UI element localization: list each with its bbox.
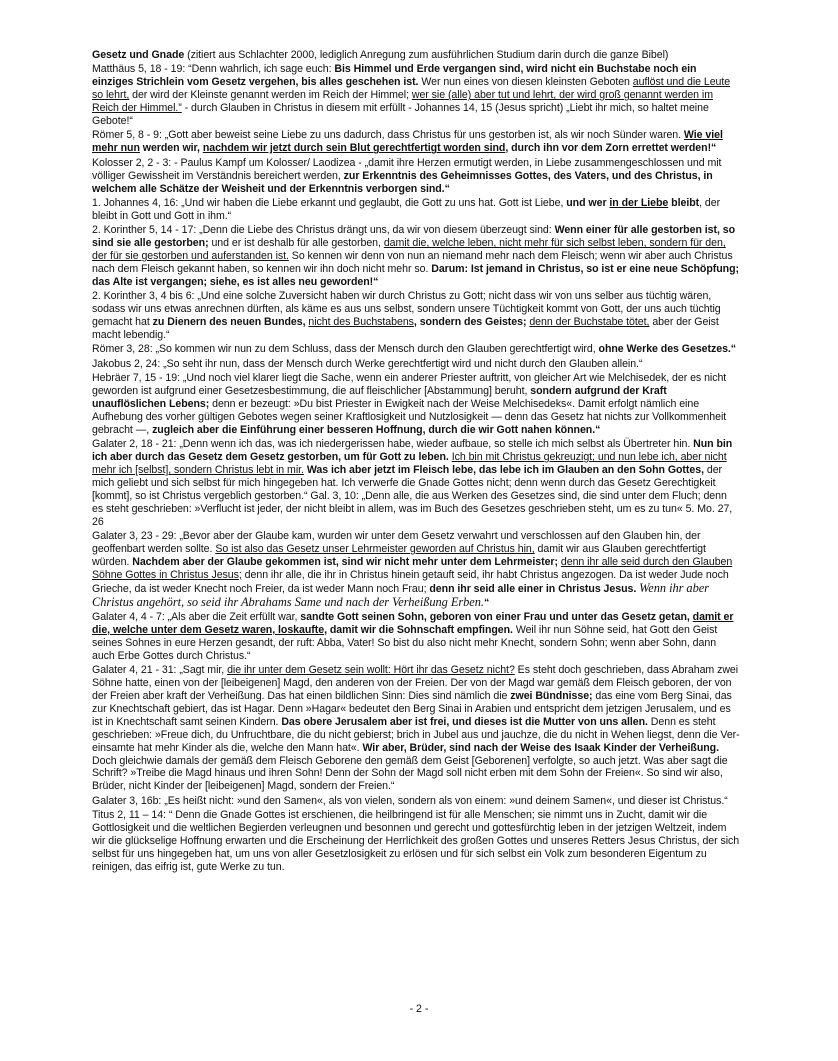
text-run: , sondern des Geistes; xyxy=(413,316,530,329)
text-run: Doch gleichwie damals der gemäß dem Fleisch Geborene den gemäß dem Geist [Geborenen] verfolgte, so auch jetzt. Was aber sagt die Schrift? »Treibe die Magd hinaus und ihren Sohn! Denn der Sohn der Magd soll nicht erben mit dem Sohn der Freien«. So sind wir also, Brüder, nicht Kinder der [leibeigenen] Magd, sondern der Freien.“ xyxy=(92,754,728,793)
scripture-passage xyxy=(92,530,740,609)
scripture-passage xyxy=(92,438,740,528)
text-run: Galater 3, 23 - 29: „Bevor aber der Glaube kam, wurden wir unter dem Gesetz verwahrt und verschlossen auf den Glauben hin, der geoffenbart werden sollte. xyxy=(92,530,701,556)
text-run: Kolosser 2, 2 - 3: - Paulus Kampf um Kolosser/ Laodizea - „damit ihre Herzen ermutigt werden, in Liebe zusammengeschlossen und mit völliger Gewissheit im Verständnis bereichert werden, xyxy=(92,156,722,182)
scripture-passage xyxy=(92,49,740,62)
text-run: in der Liebe xyxy=(609,196,669,209)
text-run: Bis Himmel und Erde vergangen sind, wird nicht ein Buchstabe noch ein einziges Strichlein vom Gesetz vergehen, bis alles geschehen ist. xyxy=(92,63,697,89)
text-run: Wir aber, Brüder, sind nach der Weise des Isaak Kinder der Verheißung. xyxy=(362,741,719,754)
scripture-passage xyxy=(92,290,740,342)
text-run: zugleich aber die Einführung einer besseren Hoffnung, durch die wir Gott nahen können.“ xyxy=(152,423,601,436)
text-run: Es steht doch geschrieben, dass Abraham zwei Söhne hatte, einen von der [leibeigenen] Magd, den anderen von der Freien. Der von der Magd war gemäß dem Fleisch geboren, der von der Freien aber kraft der Verheißung. Das hat einen bildlichen Sinn: Dies sind nämlich die xyxy=(92,664,739,702)
text-run: auflöst und die Leute so lehrt, xyxy=(92,76,731,102)
text-run: und er ist deshalb für alle gestorben, xyxy=(208,237,384,250)
scripture-passage xyxy=(92,358,740,371)
text-run: zwei Bündnisse; xyxy=(510,690,593,702)
text-run: und wer xyxy=(566,196,610,209)
scripture-passage xyxy=(92,809,740,874)
text-run: denn ihr seid alle einer in Christus Jesus. xyxy=(429,582,637,595)
text-run: “ xyxy=(483,596,490,609)
text-run: damit wir aus Glauben gerechtfertigt würden. xyxy=(92,543,706,568)
text-run: damit er die, welche unter dem Gesetz waren, loskaufte xyxy=(92,611,734,636)
text-run: der mich geliebt und sich selbst für mich hingegeben hat. Ich verwerfe die Gnade Gottes nicht; denn wenn durch das Gesetz Gerechtigkeit [kommt], so ist Christus vergeblich gestorben.“ Gal. 3, 10: „Denn alle, die aus Werken des Gesetzes sind, die sind unter dem Fluch; denn es steht geschrieben: »Verflucht ist jeder, der nicht bleibt in allem, was im Buch des Gesetzes geschrieben steht, um es zu tun« 5. Mo. 27, 26 xyxy=(92,464,733,528)
text-run: Wer nun eines von diesen kleinsten Geboten xyxy=(418,76,633,89)
text-run: Galater 4, 21 - 31: „Sagt mir, xyxy=(92,664,228,677)
text-run: werden wir, xyxy=(139,142,203,155)
text-run: Was ich aber jetzt im Fleisch lebe, das lebe ich im Glauben an den Sohn Gottes, xyxy=(306,464,704,477)
document-body xyxy=(92,49,740,875)
text-run: nachdem wir jetzt durch sein Blut gerechtfertigt worden sind xyxy=(202,142,506,155)
text-run: (zitiert aus Schlachter 2000, lediglich Anregung zum ausführlichen Studium darin durch die ganze Bibel) xyxy=(184,49,669,61)
text-run: denn ihr alle, die ihr in Christus hinein getauft seid, ihr habt Christus angezogen. Da ist weder Jude noch Grieche, da ist weder Knecht noch Freier, da ist weder Mann noch Frau; xyxy=(92,568,729,595)
text-run: So ist also das Gesetz unser Lehrmeister geworden auf Christus hin, xyxy=(215,543,535,556)
text-run: Matthäus 5, 18 - 19: “Denn wahrlich, ich sage euch: xyxy=(92,63,335,76)
scripture-passage xyxy=(92,372,740,437)
text-run: Römer 5, 8 - 9: „Gott aber beweist seine Liebe zu uns dadurch, dass Christus für uns gestorben ist, als wir noch Sünder waren. xyxy=(92,129,684,142)
text-run: sandte Gott seinen Sohn, geboren von einer Frau und unter das Gesetz getan, xyxy=(300,611,693,624)
text-run: zu Dienern des neuen Bundes, xyxy=(152,316,309,329)
scripture-passage xyxy=(92,157,740,196)
text-run: Nachdem aber der Glaube gekommen ist, sind wir nicht mehr unter dem Lehrmeister; xyxy=(132,555,558,568)
text-run: 1. Johannes 4, 16: „Und wir haben die Liebe erkannt und geglaubt, die Gott zu uns hat. Gott ist Liebe, xyxy=(92,196,567,209)
text-run: 2. Korinther 5, 14 - 17: „Denn die Liebe des Christus drängt uns, da wir von diesem überzeugt sind: xyxy=(92,224,555,237)
text-run: ohne Werke des Gesetzes.“ xyxy=(598,343,737,356)
text-run: Denn es steht geschrieben: »Freue dich, du Unfruchtbare, die du nicht gebierst; brich in Jubel aus und jauchze, die du nicht in Wehen liegst, denn die Vereinsamte hat mehr Kinder als die, welche den Mann hat«. xyxy=(92,715,740,754)
text-run: wer sie (alle) aber tut und lehrt, der wird groß genannt werden im Reich der Himmel.” xyxy=(92,89,713,115)
scripture-passage xyxy=(92,343,740,356)
text-run: Titus 2, 11 – 14: “ Denn die Gnade Gottes ist erschienen, die heilbringend ist für alle Menschen; sie nimmt uns in Zucht, damit wir die Gottlosigkeit und die weltlichen Begierden verleugnen und besonnen und gerecht und gottesfürchtig leben in der jetzigen Weltzeit, indem wir die glückselige Hoffnung erwarten und die Erscheinung der Herrlichkeit des großen Gottes und unseres Retters Jesus Christus, der sich selbst für uns hingegeben hat, um uns von aller Gesetzlosigkeit zu erlösen und für sich selbst ein Volk zum besonderen Eigentum zu reinigen, das eifrig ist, gute Werke zu tun. xyxy=(92,809,740,873)
text-run: sondern aufgrund der Kraft unauflöslichen Lebens; xyxy=(92,385,667,411)
text-run: Gesetz und Gnade xyxy=(92,49,185,61)
page-number: - 2 - xyxy=(409,1003,429,1015)
text-run: Weil ihr nun Söhne seid, hat Gott den Geist seines Sohnes in eure Herzen gesandt, der ruft: Abba, Vater! So bist du also nicht mehr Knecht, sondern Sohn; wenn aber Sohn, dann auch Erbe Gottes durch Christus.“ xyxy=(92,623,718,662)
text-run: aber der Geist macht lebendig.“ xyxy=(92,316,719,342)
scripture-passage xyxy=(92,224,740,289)
text-run: , der bleibt in Gott und Gott in ihm.“ xyxy=(92,196,721,222)
text-run: das eine vom Berg Sinai, das zur Knechtschaft gebiert, das ist Hagar. Denn »Hagar« bedeutet den Berg Sinai in Arabien und entspricht dem jetzigen Jerusalem, und es ist in Knechtschaft samt seinen Kindern. xyxy=(92,690,732,728)
text-run: denn ihr alle seid durch den Glauben Söhne Gottes in Christus Jesus; xyxy=(92,555,733,581)
text-run: Wenn einer für alle gestorben ist, so sind sie alle gestorben; xyxy=(92,224,736,250)
text-run: Jakobus 2, 24: „So seht ihr nun, dass der Mensch durch Werke gerechtfertigt wird und nicht durch den Glauben allein.“ xyxy=(92,357,643,370)
text-run: Darum: Ist jemand in Christus, so ist er eine neue Schöpfung; das Alte ist vergangen; siehe, es ist alles neu geworden!“ xyxy=(92,263,739,288)
text-run: Galater 2, 18 - 21: „Denn wenn ich das, was ich niedergerissen habe, wieder aufbaue, so stelle ich mich selbst als Übertreter hin. xyxy=(92,438,694,451)
text-run: Römer 3, 28: „So kommen wir nun zu dem Schluss, dass der Mensch durch den Glauben gerechtfertigt wird, xyxy=(92,343,599,356)
text-run: Das obere Jerusalem aber ist frei, und dieses ist die Mutter von uns allen. xyxy=(281,715,648,728)
text-run: bleibt xyxy=(668,196,700,209)
text-run: , damit wir die Sohnschaft empfingen. xyxy=(324,623,513,636)
text-run: Galater 3, 16b: „Es heißt nicht: »und den Samen«, als von vielen, sondern als von einem: »und deinem Samen«, und dieser ist Christus.“ xyxy=(92,794,728,807)
scripture-passage xyxy=(92,197,740,223)
text-run: Ich bin mit Christus gekreuzigt; und nun lebe ich, aber nicht mehr ich [selbst], sondern Christus lebt in mir. xyxy=(92,451,727,477)
text-run: Nun bin ich aber durch das Gesetz dem Gesetz gestorben, um für Gott zu leben. xyxy=(92,438,733,464)
scripture-passage xyxy=(92,664,740,793)
text-run: Hebräer 7, 15 - 19: „Und noch viel klarer liegt die Sache, wenn ein anderer Priester auftritt, von gleicher Art wie Melchisedek, der es nicht geworden ist aufgrund einer Gesetzesbestimmung, die auf fleischlicher [Abstammung] beruht, xyxy=(92,372,727,398)
text-run: Wie viel mehr nun xyxy=(92,129,723,155)
text-run: der wird der Kleinste genannt werden im Reich der Himmel; xyxy=(129,89,412,102)
text-run: Wenn ihr aber Christus angehört, so seid ihr Abrahams Same und nach der Verheißung Erben. xyxy=(92,580,709,609)
text-run: die ihr unter dem Gesetz sein wollt: Hört ihr das Gesetz nicht? xyxy=(227,664,515,677)
text-run: - durch Glauben in Christus in diesem mit erfüllt - Johannes 14, 15 (Jesus spricht) „Liebt ihr mich, so haltet meine Gebote!“ xyxy=(92,102,709,128)
scripture-passage xyxy=(92,129,740,155)
text-run: denn der Buchstabe tötet, xyxy=(529,316,650,329)
text-run: Galater 4, 4 - 7: „Als aber die Zeit erfüllt war, xyxy=(92,611,301,624)
text-run: zur Erkenntnis des Geheimnisses Gottes, des Vaters, und des Christus, in welchem alle Schätze der Weisheit und der Erkenntnis verborgen sind.“ xyxy=(92,169,713,195)
text-run: 2. Korinther 3, 4 bis 6: „Und eine solche Zuversicht haben wir durch Christus zu Gott; nicht dass wir von uns selber aus tüchtig wären, sodass wir uns etwas anrechnen dürften, als käme es aus uns selbst, sondern unsere Tüchtigkeit kommt von Gott, der uns auch tüchtig gemacht hat xyxy=(92,290,721,329)
text-run: So kennen wir denn von nun an niemand mehr nach dem Fleisch; wenn wir aber auch Christus nach dem Fleisch gekannt haben, so kennen wir ihn doch nicht mehr so. xyxy=(92,250,733,275)
scripture-passage xyxy=(92,611,740,663)
scripture-passage xyxy=(92,63,740,128)
scripture-passage xyxy=(92,795,740,808)
text-run: damit die, welche leben, nicht mehr für sich selbst leben, sondern für den, der für sie gestorben und auferstanden ist. xyxy=(92,237,726,263)
text-run: denn er bezeugt: »Du bist Priester in Ewigkeit nach der Weise Melchisedeks«. Damit erfolgt nämlich eine Aufhebung des vorher gültigen Gebotes wegen seiner Kraftlosigkeit und Nutzlosigkeit — denn das Gesetz hat nichts zur Vollkommenheit gebracht —, xyxy=(92,398,727,436)
text-run: nicht des Buchstabens xyxy=(308,316,414,329)
text-run: , durch ihn vor dem Zorn errettet werden!“ xyxy=(505,142,717,155)
